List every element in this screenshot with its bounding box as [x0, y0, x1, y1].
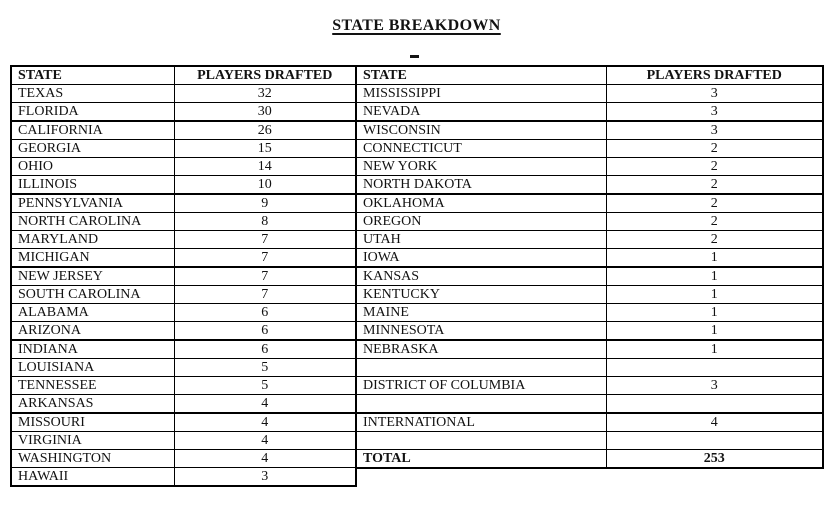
players-drafted-cell: 26 [174, 121, 356, 140]
state-cell: NEVADA [356, 103, 606, 122]
state-cell: ALABAMA [11, 304, 174, 322]
players-drafted-cell: 3 [174, 468, 356, 487]
players-drafted-cell: 7 [174, 267, 356, 286]
players-drafted-cell: 1 [606, 286, 823, 304]
state-cell: TOTAL [356, 449, 606, 468]
state-cell: MISSOURI [11, 413, 174, 432]
players-drafted-cell: 1 [606, 340, 823, 359]
players-drafted-cell: 9 [174, 194, 356, 213]
state-cell: ARKANSAS [11, 395, 174, 414]
players-drafted-cell: 2 [606, 140, 823, 158]
table-row [356, 304, 823, 322]
state-cell: OKLAHOMA [356, 194, 606, 213]
state-cell: MICHIGAN [11, 249, 174, 268]
table-row [356, 431, 823, 449]
table-row [11, 413, 356, 432]
table-row [11, 140, 356, 158]
state-cell: INDIANA [11, 340, 174, 359]
state-cell: KENTUCKY [356, 286, 606, 304]
state-cell: CALIFORNIA [11, 121, 174, 140]
players-drafted-cell: 253 [606, 449, 823, 468]
state-cell: IOWA [356, 249, 606, 268]
state-cell: MISSISSIPPI [356, 85, 606, 103]
page-title-text: STATE BREAKDOWN [332, 17, 501, 34]
players-drafted-cell: 2 [606, 213, 823, 231]
state-cell: ILLINOIS [11, 176, 174, 195]
table-row [11, 395, 356, 414]
table-row [356, 449, 823, 468]
table-row [11, 340, 356, 359]
table-row [356, 213, 823, 231]
players-drafted-cell: 2 [606, 231, 823, 249]
players-drafted-cell: 4 [606, 413, 823, 432]
players-drafted-cell: 14 [174, 158, 356, 176]
state-cell: UTAH [356, 231, 606, 249]
table-row [11, 158, 356, 176]
page-title [0, 17, 833, 35]
state-cell: OREGON [356, 213, 606, 231]
players-drafted-cell: 5 [174, 359, 356, 377]
state-cell: FLORIDA [11, 103, 174, 122]
table-row [11, 213, 356, 231]
table-row [11, 468, 356, 487]
table-row [356, 158, 823, 176]
players-drafted-cell: 8 [174, 213, 356, 231]
players-drafted-cell: 3 [606, 121, 823, 140]
state-breakdown-table-left [10, 65, 357, 487]
players-drafted-cell: 6 [174, 340, 356, 359]
players-drafted-cell: 10 [174, 176, 356, 195]
table-row [356, 249, 823, 268]
state-cell [356, 359, 606, 377]
state-cell: MAINE [356, 304, 606, 322]
players-drafted-cell: 15 [174, 140, 356, 158]
players-drafted-cell: 5 [174, 377, 356, 395]
state-cell: GEORGIA [11, 140, 174, 158]
table-row [356, 340, 823, 359]
players-drafted-cell: 3 [606, 377, 823, 395]
players-drafted-cell: 4 [174, 395, 356, 414]
players-drafted-cell: 30 [174, 103, 356, 122]
table-row [11, 286, 356, 304]
state-cell: NEBRASKA [356, 340, 606, 359]
table-row [11, 359, 356, 377]
state-cell: MINNESOTA [356, 322, 606, 341]
header-row [11, 66, 356, 85]
players-drafted-cell: 3 [606, 103, 823, 122]
players-drafted-cell: 1 [606, 267, 823, 286]
players-drafted-cell: 3 [606, 85, 823, 103]
table-row [356, 194, 823, 213]
state-cell [356, 431, 606, 449]
table-row [11, 267, 356, 286]
state-cell: OHIO [11, 158, 174, 176]
state-cell: TENNESSEE [11, 377, 174, 395]
players-drafted-cell: 2 [606, 194, 823, 213]
table-row [356, 231, 823, 249]
state-cell: PENNSYLVANIA [11, 194, 174, 213]
players-drafted-cell: 6 [174, 322, 356, 341]
state-cell: NEW YORK [356, 158, 606, 176]
table-row [11, 103, 356, 122]
table-row [11, 432, 356, 450]
table-row [356, 322, 823, 341]
table-row [11, 450, 356, 468]
state-cell: VIRGINIA [11, 432, 174, 450]
table-row [11, 194, 356, 213]
table-row [356, 140, 823, 158]
column-header-state: STATE [11, 66, 174, 85]
state-cell: WASHINGTON [11, 450, 174, 468]
state-cell: KANSAS [356, 267, 606, 286]
table-row [356, 413, 823, 432]
players-drafted-cell: 4 [174, 450, 356, 468]
state-cell: WISCONSIN [356, 121, 606, 140]
table-row [356, 377, 823, 395]
players-drafted-cell: 7 [174, 231, 356, 249]
players-drafted-cell: 7 [174, 249, 356, 268]
state-cell: ARIZONA [11, 322, 174, 341]
table-row [11, 304, 356, 322]
column-header-players-drafted: PLAYERS DRAFTED [174, 66, 356, 85]
players-drafted-cell: 4 [174, 413, 356, 432]
table-row [11, 377, 356, 395]
state-cell: LOUISIANA [11, 359, 174, 377]
table-row [356, 176, 823, 195]
state-cell: TEXAS [11, 85, 174, 103]
state-breakdown-table-right [355, 65, 824, 469]
players-drafted-cell: 1 [606, 304, 823, 322]
players-drafted-cell: 1 [606, 322, 823, 341]
table-row [11, 176, 356, 195]
players-drafted-cell [606, 359, 823, 377]
state-cell: NORTH DAKOTA [356, 176, 606, 195]
state-cell [356, 395, 606, 413]
table-row [356, 121, 823, 140]
players-drafted-cell [606, 395, 823, 413]
table-row [356, 359, 823, 377]
table-row [11, 249, 356, 268]
state-cell: SOUTH CAROLINA [11, 286, 174, 304]
state-cell: CONNECTICUT [356, 140, 606, 158]
players-drafted-cell: 6 [174, 304, 356, 322]
players-drafted-cell: 7 [174, 286, 356, 304]
table-row [356, 286, 823, 304]
state-cell: NEW JERSEY [11, 267, 174, 286]
players-drafted-cell: 1 [606, 249, 823, 268]
state-cell: DISTRICT OF COLUMBIA [356, 377, 606, 395]
column-header-players-drafted: PLAYERS DRAFTED [606, 66, 823, 85]
state-cell: INTERNATIONAL [356, 413, 606, 432]
table-row [11, 121, 356, 140]
table-row [11, 85, 356, 103]
column-header-state: STATE [356, 66, 606, 85]
stray-mark [410, 55, 419, 58]
players-drafted-cell [606, 431, 823, 449]
players-drafted-cell: 2 [606, 158, 823, 176]
state-cell: MARYLAND [11, 231, 174, 249]
table-row [356, 103, 823, 122]
table-row [356, 267, 823, 286]
table-row [11, 231, 356, 249]
header-row [356, 66, 823, 85]
table-row [356, 85, 823, 103]
players-drafted-cell: 4 [174, 432, 356, 450]
state-cell: NORTH CAROLINA [11, 213, 174, 231]
players-drafted-cell: 32 [174, 85, 356, 103]
table-row [356, 395, 823, 413]
table-row [11, 322, 356, 341]
state-cell: HAWAII [11, 468, 174, 487]
players-drafted-cell: 2 [606, 176, 823, 195]
